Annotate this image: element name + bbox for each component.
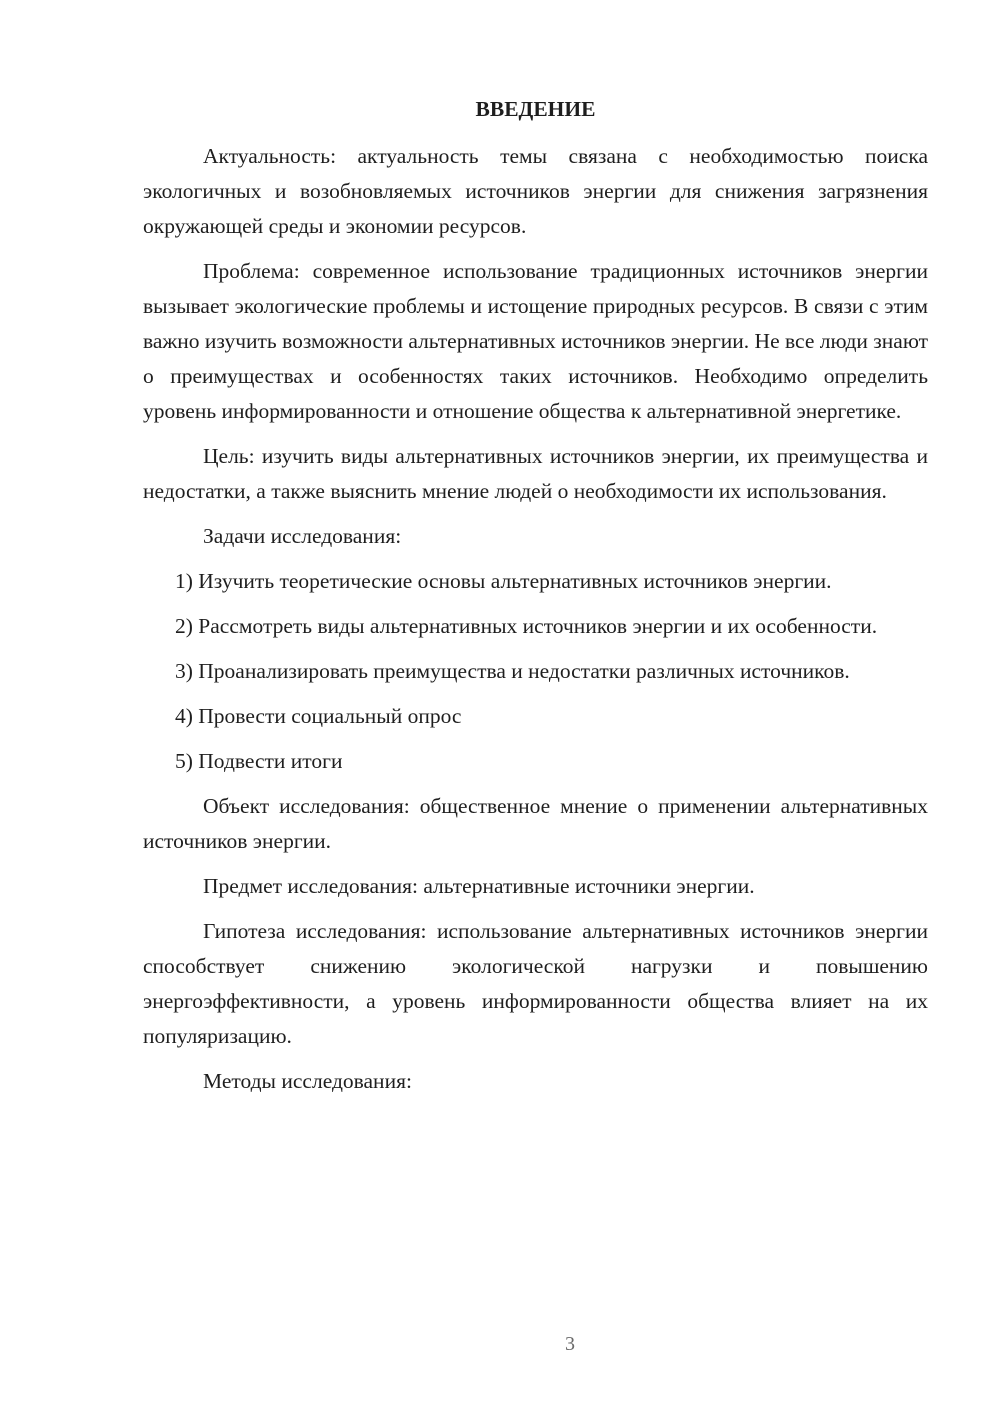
section-title: ВВЕДЕНИЕ — [475, 97, 596, 121]
task-item-3: 3) Проанализировать преимущества и недостатки различных источников. — [175, 659, 850, 683]
page-number: 3 — [565, 1333, 575, 1355]
goal-paragraph: Цель: изучить виды альтернативных источников энергии, их преимущества и недостатки, а также выяснить мнение людей о необходимости их использования. — [143, 444, 928, 503]
hypothesis-paragraph: Гипотеза исследования: использование альтернативных источников энергии способствует снижению экологической нагрузки и повышению энергоэффективности, а уровень информированности общества влияет на их популяризацию. — [143, 919, 928, 1048]
methods-heading: Методы исследования: — [203, 1069, 412, 1093]
object-paragraph: Объект исследования: общественное мнение о применении альтернативных источников энергии. — [143, 794, 928, 853]
tasks-heading: Задачи исследования: — [203, 524, 402, 548]
problem-paragraph: Проблема: современное использование традиционных источников энергии вызывает экологические проблемы и истощение природных ресурсов. В связи с этим важно изучить возможности альтернативных источников энергии. Не все люди знают о преимуществах и особенностях таких источников. Необходимо определить уровень информированности и отношение общества к альтернативной энергетике. — [143, 259, 928, 423]
relevance-paragraph: Актуальность: актуальность темы связана с необходимостью поиска экологичных и возобновляемых источников энергии для снижения загрязнения окружающей среды и экономии ресурсов. — [143, 144, 928, 238]
task-item-4: 4) Провести социальный опрос — [175, 704, 462, 728]
document-page — [143, 92, 928, 1109]
task-item-1: 1) Изучить теоретические основы альтернативных источников энергии. — [175, 569, 832, 593]
task-item-5: 5) Подвести итоги — [175, 749, 343, 773]
subject-paragraph: Предмет исследования: альтернативные источники энергии. — [203, 874, 755, 898]
task-item-2: 2) Рассмотреть виды альтернативных источников энергии и их особенности. — [175, 614, 878, 638]
